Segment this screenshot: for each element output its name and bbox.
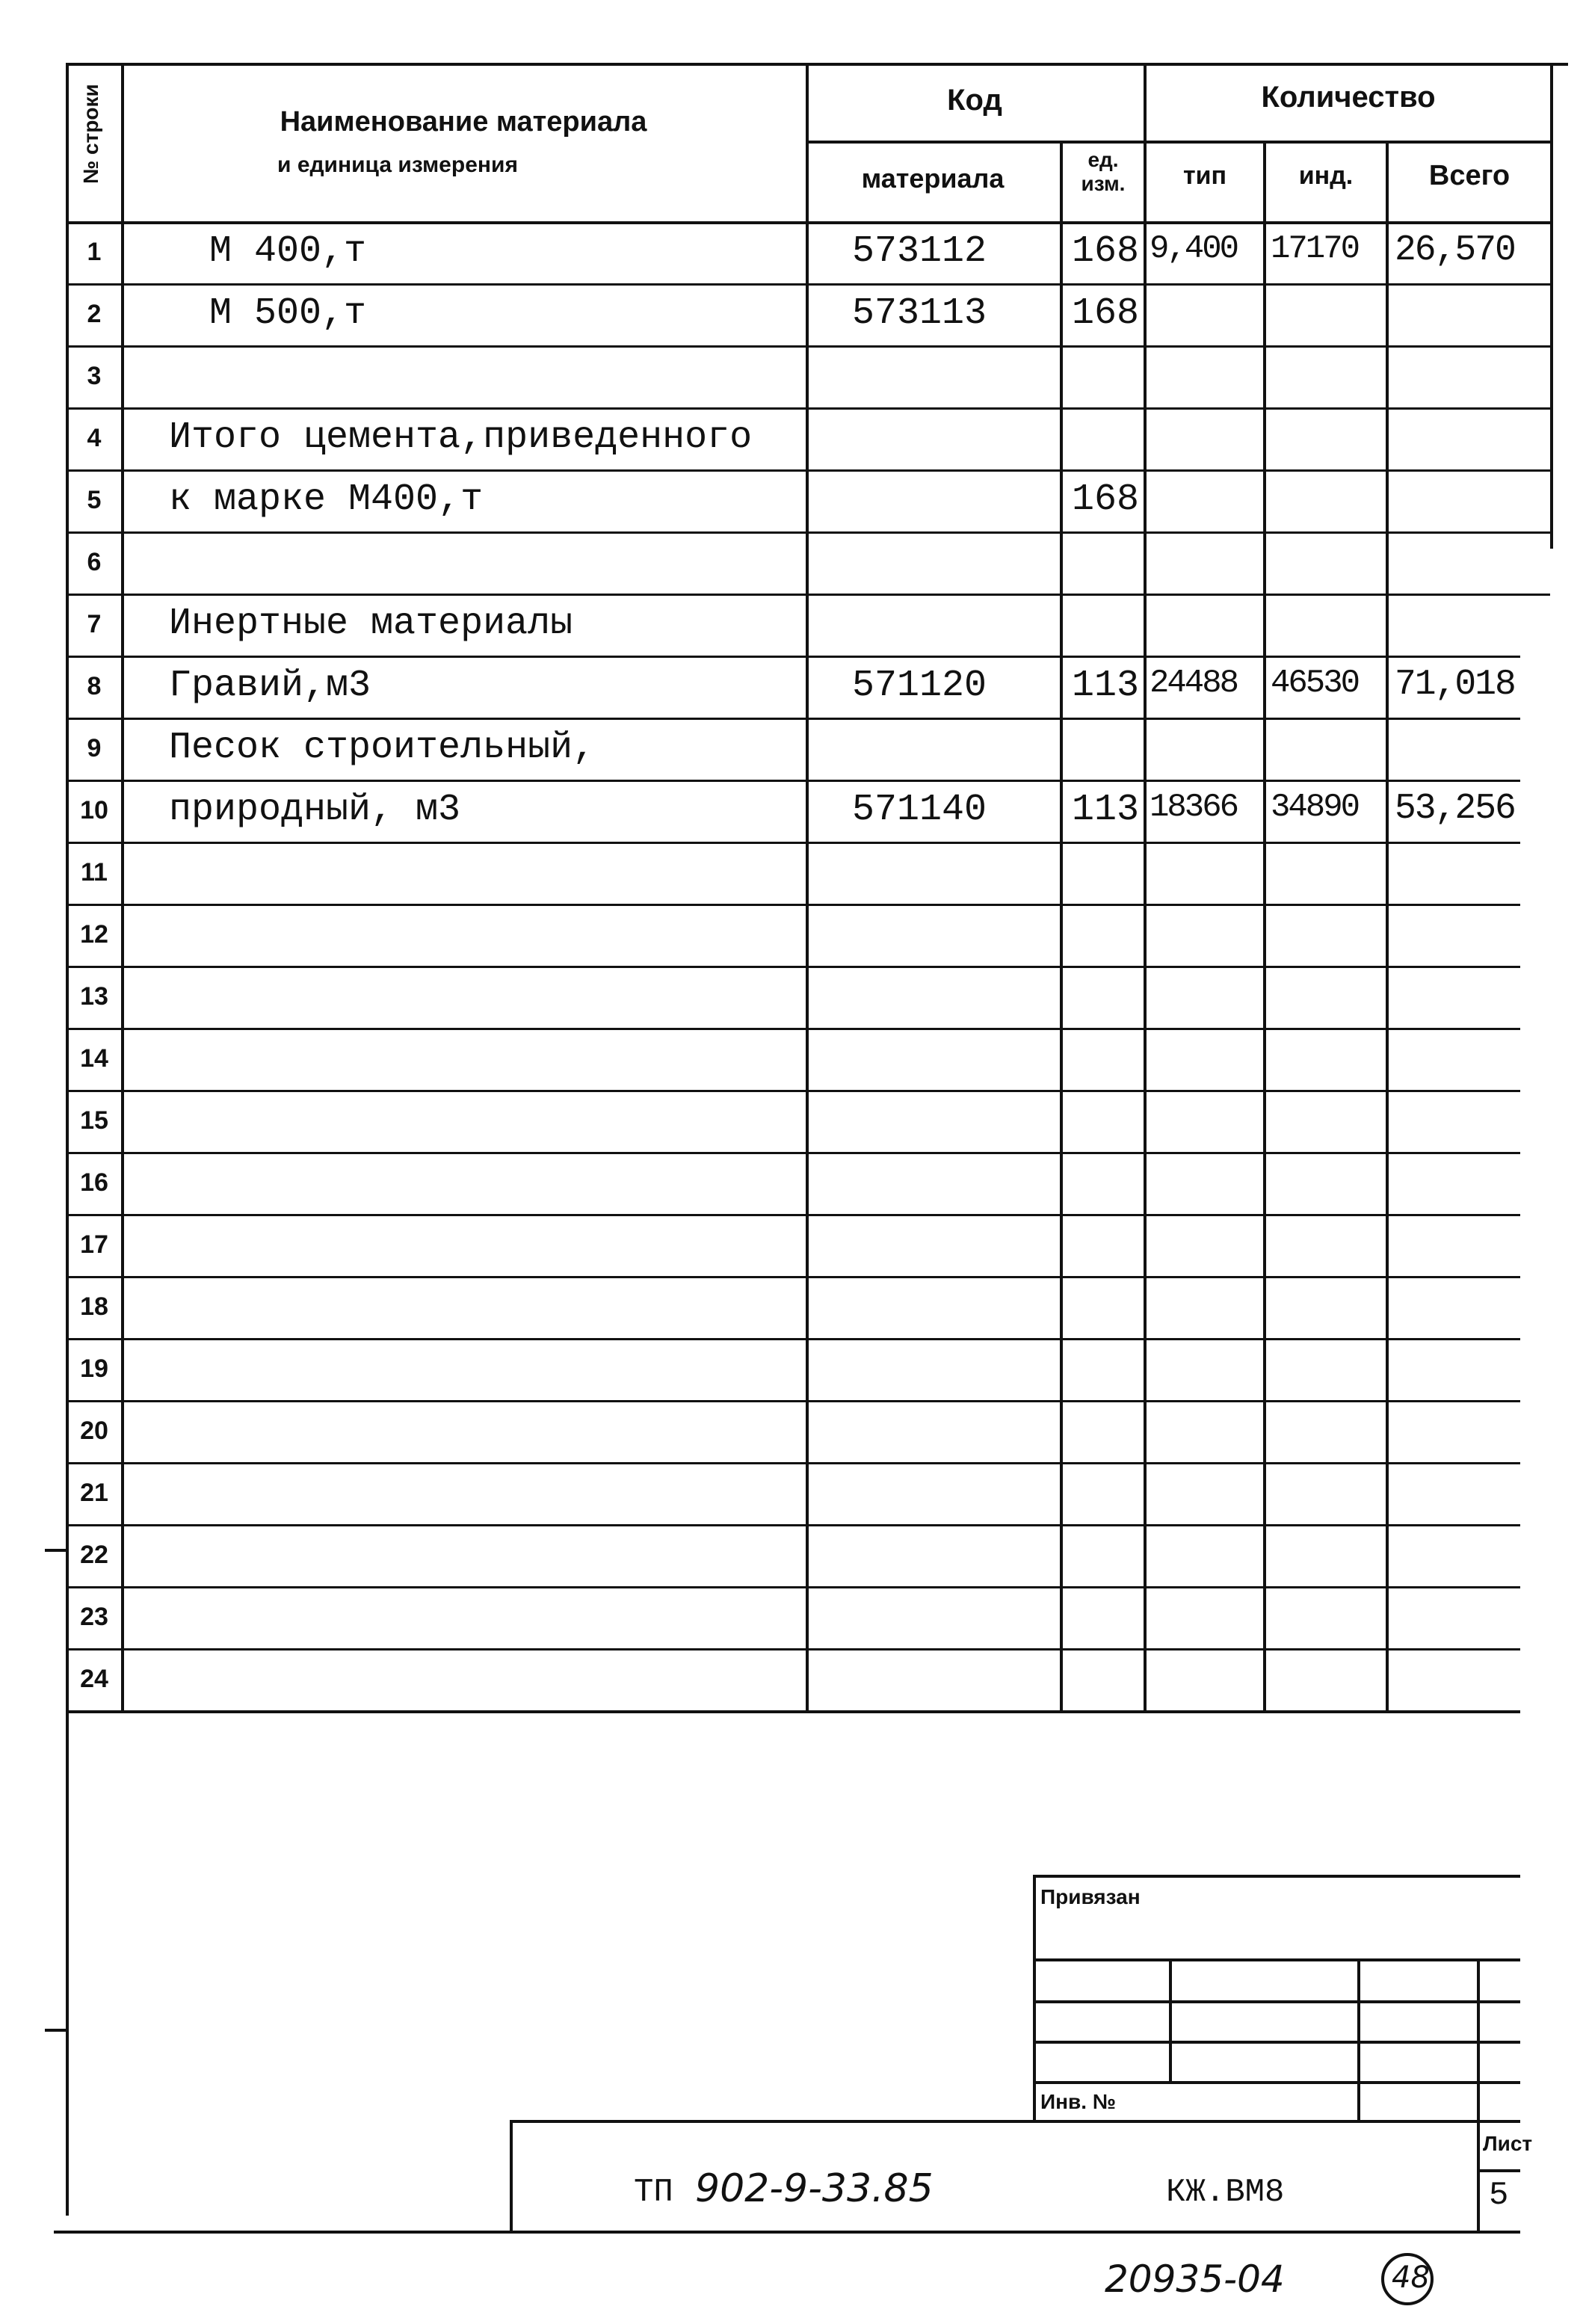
qty-type: 18366: [1150, 789, 1238, 826]
unit-code: 168: [1072, 478, 1140, 521]
quantity-total-header: Всего: [1428, 160, 1511, 191]
row-number: 21: [80, 1479, 108, 1507]
row-number: 18: [80, 1292, 108, 1321]
tb-row-line: [1033, 2081, 1520, 2084]
col-divider-unit: [1144, 63, 1147, 1712]
qty-total: 53,256: [1395, 789, 1515, 829]
qty-total: 71,018: [1395, 665, 1515, 705]
row-line: [66, 469, 1550, 472]
row-number: 3: [87, 362, 102, 390]
row-line: [66, 1462, 1520, 1464]
quantity-type-header: тип: [1182, 161, 1227, 190]
material-name: Инертные материалы: [169, 602, 573, 645]
unit-code: 113: [1072, 789, 1140, 831]
qty-ind: 46530: [1271, 665, 1359, 702]
row-number: 23: [80, 1603, 108, 1631]
row-line: [66, 1648, 1520, 1650]
row-number: 10: [80, 796, 108, 825]
material-code: 571140: [852, 789, 987, 831]
sheet-bottom-border: [54, 2231, 1520, 2234]
row-number: 16: [80, 1168, 108, 1197]
row-number: 4: [87, 424, 102, 452]
row-number-header: № строки: [79, 84, 102, 184]
material-name-header: Наименование материала: [280, 106, 647, 138]
row-number: 22: [80, 1541, 108, 1569]
row-number: 19: [80, 1354, 108, 1383]
row-line: [66, 1586, 1520, 1588]
row-line: [66, 966, 1520, 968]
header-bottom: [66, 221, 1550, 224]
row-line: [66, 780, 1520, 782]
row-number: 6: [87, 548, 102, 576]
row-number: 12: [80, 920, 108, 949]
qty-ind: 34890: [1271, 789, 1359, 826]
sheet-number: 5: [1489, 2177, 1509, 2214]
row-line: [66, 1214, 1520, 1216]
tb-col: [1357, 1958, 1360, 2123]
tb-col: [1477, 1958, 1480, 2231]
table-top-border: [66, 63, 1568, 66]
row-line: [66, 345, 1550, 348]
archive-number: 20935-04: [1105, 2257, 1285, 2301]
row-line: [66, 1028, 1520, 1030]
tb-row-line: [1033, 2041, 1520, 2044]
row-line: [66, 594, 1550, 596]
margin-tick: [45, 2029, 67, 2032]
tb-col: [1169, 1958, 1172, 2081]
material-name: М 400,т: [209, 230, 367, 273]
row-number: 14: [80, 1044, 108, 1073]
row-number: 1: [87, 238, 102, 266]
row-line: [66, 1400, 1520, 1402]
circled-number-text: 48: [1392, 2260, 1430, 2295]
row-line: [66, 531, 1550, 534]
row-line: [66, 1524, 1520, 1526]
doc-number: 902-9-33.85: [695, 2166, 934, 2211]
material-name: природный, м3: [169, 789, 461, 831]
qty-total: 26,570: [1395, 230, 1515, 271]
row-line: [66, 1090, 1520, 1092]
table-bottom: [66, 1710, 1520, 1713]
row-number: 8: [87, 672, 102, 700]
quantity-ind-header: инд.: [1298, 161, 1354, 190]
code-header: Код: [947, 84, 1002, 117]
unit-name-header: и единица измерения: [277, 152, 518, 177]
header-subline: [806, 141, 1550, 144]
material-code: 573113: [852, 292, 987, 335]
col-right-border: [1550, 63, 1553, 549]
row-line: [66, 283, 1550, 286]
col-divider-ind: [1386, 141, 1389, 1712]
row-line: [66, 718, 1520, 720]
row-line: [66, 842, 1520, 844]
col-divider-rownum: [121, 63, 124, 1712]
material-name: к марке М400,т: [169, 478, 484, 521]
row-number: 17: [80, 1230, 108, 1259]
row-number: 20: [80, 1417, 108, 1445]
row-number: 5: [87, 486, 102, 514]
doc-prefix: ТП: [634, 2174, 673, 2211]
row-number: 15: [80, 1106, 108, 1135]
col-divider-name: [806, 63, 809, 1712]
col-divider-code: [1060, 141, 1063, 1712]
unit-code: 113: [1072, 665, 1140, 707]
material-name: М 500,т: [209, 292, 367, 335]
material-name: Гравий,м3: [169, 665, 371, 707]
row-line: [66, 904, 1520, 906]
bound-label: Привязан: [1040, 1885, 1141, 1908]
row-number: 11: [81, 858, 108, 887]
material-code: 571120: [852, 665, 987, 707]
code-material-header: материала: [861, 163, 1005, 194]
row-line: [66, 656, 1520, 658]
col-divider-type: [1263, 141, 1266, 1712]
margin-tick: [45, 1549, 67, 1552]
row-line: [66, 1276, 1520, 1278]
stamp-left-line: [510, 2120, 513, 2234]
material-code: 573112: [852, 230, 987, 273]
row-line: [66, 407, 1550, 410]
sheet-label-line: [1477, 2169, 1520, 2172]
row-number: 7: [87, 610, 102, 638]
unit-code: 168: [1072, 292, 1140, 335]
unit-code: 168: [1072, 230, 1140, 273]
inventory-label: Инв. №: [1040, 2090, 1117, 2113]
row-number: 24: [80, 1665, 108, 1693]
material-name: Песок строительный,: [169, 727, 596, 769]
row-number: 13: [80, 982, 108, 1011]
circled-number: [1381, 2253, 1434, 2305]
qty-ind: 17170: [1271, 230, 1359, 268]
qty-type: 9,400: [1150, 230, 1238, 268]
row-number: 2: [87, 300, 102, 328]
code-unit-header: ед. изм.: [1081, 148, 1126, 195]
tb-top-line: [1033, 1875, 1520, 1878]
tb-left-border: [1033, 1875, 1036, 2123]
sheet-label: Лист: [1483, 2132, 1533, 2155]
tb-row-line: [1033, 1958, 1520, 1961]
row-line: [66, 1338, 1520, 1340]
stamp-top-line: [510, 2120, 1520, 2123]
material-name: Итого цемента,приведенного: [169, 416, 753, 459]
doc-code: КЖ.ВМ8: [1166, 2174, 1285, 2211]
qty-type: 24488: [1150, 665, 1238, 702]
tb-row-line: [1033, 2000, 1520, 2003]
quantity-header: Количество: [1261, 81, 1436, 114]
row-line: [66, 1152, 1520, 1154]
row-number: 9: [87, 734, 102, 762]
